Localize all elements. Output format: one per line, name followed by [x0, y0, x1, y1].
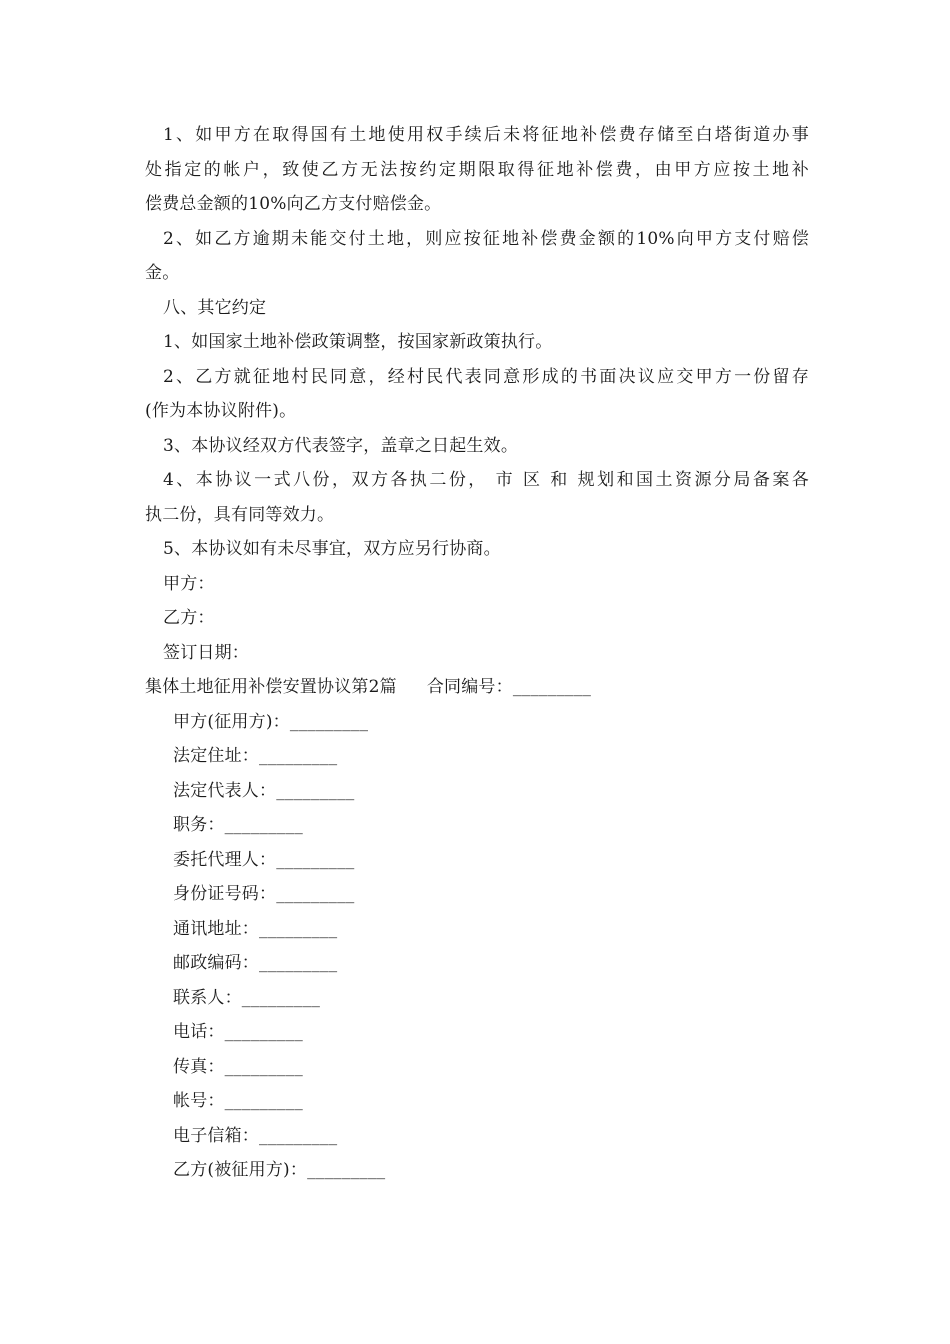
clause-7-1-line-1: 1、如甲方在取得国有土地使用权手续后未将征地补偿费存储至白塔街道办事: [163, 125, 809, 145]
clause-8-5: 5、本协议如有未尽事宜，双方应另行协商。: [163, 539, 501, 559]
field-account-number: 帐号：_________: [173, 1091, 303, 1111]
signature-party-a: 甲方：: [163, 573, 215, 594]
clause-7-2-line-1: 2、如乙方逾期未能交付土地，则应按征地补偿费金额的10%向甲方支付赔偿: [163, 228, 809, 249]
clause-8-2-line-1: 2、乙方就征地村民同意，经村民代表同意形成的书面决议应交甲方一份留存: [163, 366, 809, 387]
clause-8-3: 3、本协议经双方代表签字，盖章之日起生效。: [163, 435, 519, 456]
field-contact-person: 联系人：_________: [173, 987, 321, 1008]
document-page: [145, 118, 809, 1188]
field-postal-code: 邮政编码：_________: [173, 953, 338, 973]
clause-8-2-line-2: (作为本协议附件)。: [145, 401, 297, 421]
section-8-heading: 八、其它约定: [163, 297, 267, 318]
field-authorized-agent: 委托代理人：_________: [173, 849, 355, 870]
field-phone: 电话：_________: [173, 1022, 303, 1042]
field-party-a: 甲方(征用方)：_________: [173, 711, 369, 732]
clause-7-2-line-2: 金。: [145, 263, 180, 283]
field-fax: 传真：_________: [173, 1056, 303, 1077]
clause-8-4-line-1: 4、本协议一式八份，双方各执二份， 市 区 和 规划和国土资源分局备案各: [163, 470, 809, 490]
clause-8-4-line-2: 执二份，具有同等效力。: [145, 504, 335, 525]
field-email: 电子信箱：_________: [173, 1125, 338, 1146]
contract-number-field: 合同编号：_________: [426, 677, 592, 697]
second-agreement-title: 集体土地征用补偿安置协议第2篇: [145, 677, 397, 697]
field-position: 职务：_________: [173, 815, 303, 835]
clause-7-1-line-3: 偿费总金额的10%向乙方支付赔偿金。: [145, 194, 442, 214]
field-id-number: 身份证号码：_________: [173, 884, 355, 904]
signature-party-b: 乙方：: [163, 608, 215, 628]
clause-7-1-line-2: 处指定的帐户，致使乙方无法按约定期限取得征地补偿费，由甲方应按土地补: [145, 159, 809, 180]
field-legal-representative: 法定代表人：_________: [173, 780, 355, 801]
signature-date: 签订日期：: [163, 642, 249, 663]
field-legal-address: 法定住址：_________: [173, 746, 338, 766]
second-agreement-header: [145, 670, 809, 705]
field-mailing-address: 通讯地址：_________: [173, 918, 338, 939]
clause-8-1: 1、如国家土地补偿政策调整，按国家新政策执行。: [163, 332, 553, 352]
field-party-b: 乙方(被征用方)：_________: [173, 1160, 386, 1180]
